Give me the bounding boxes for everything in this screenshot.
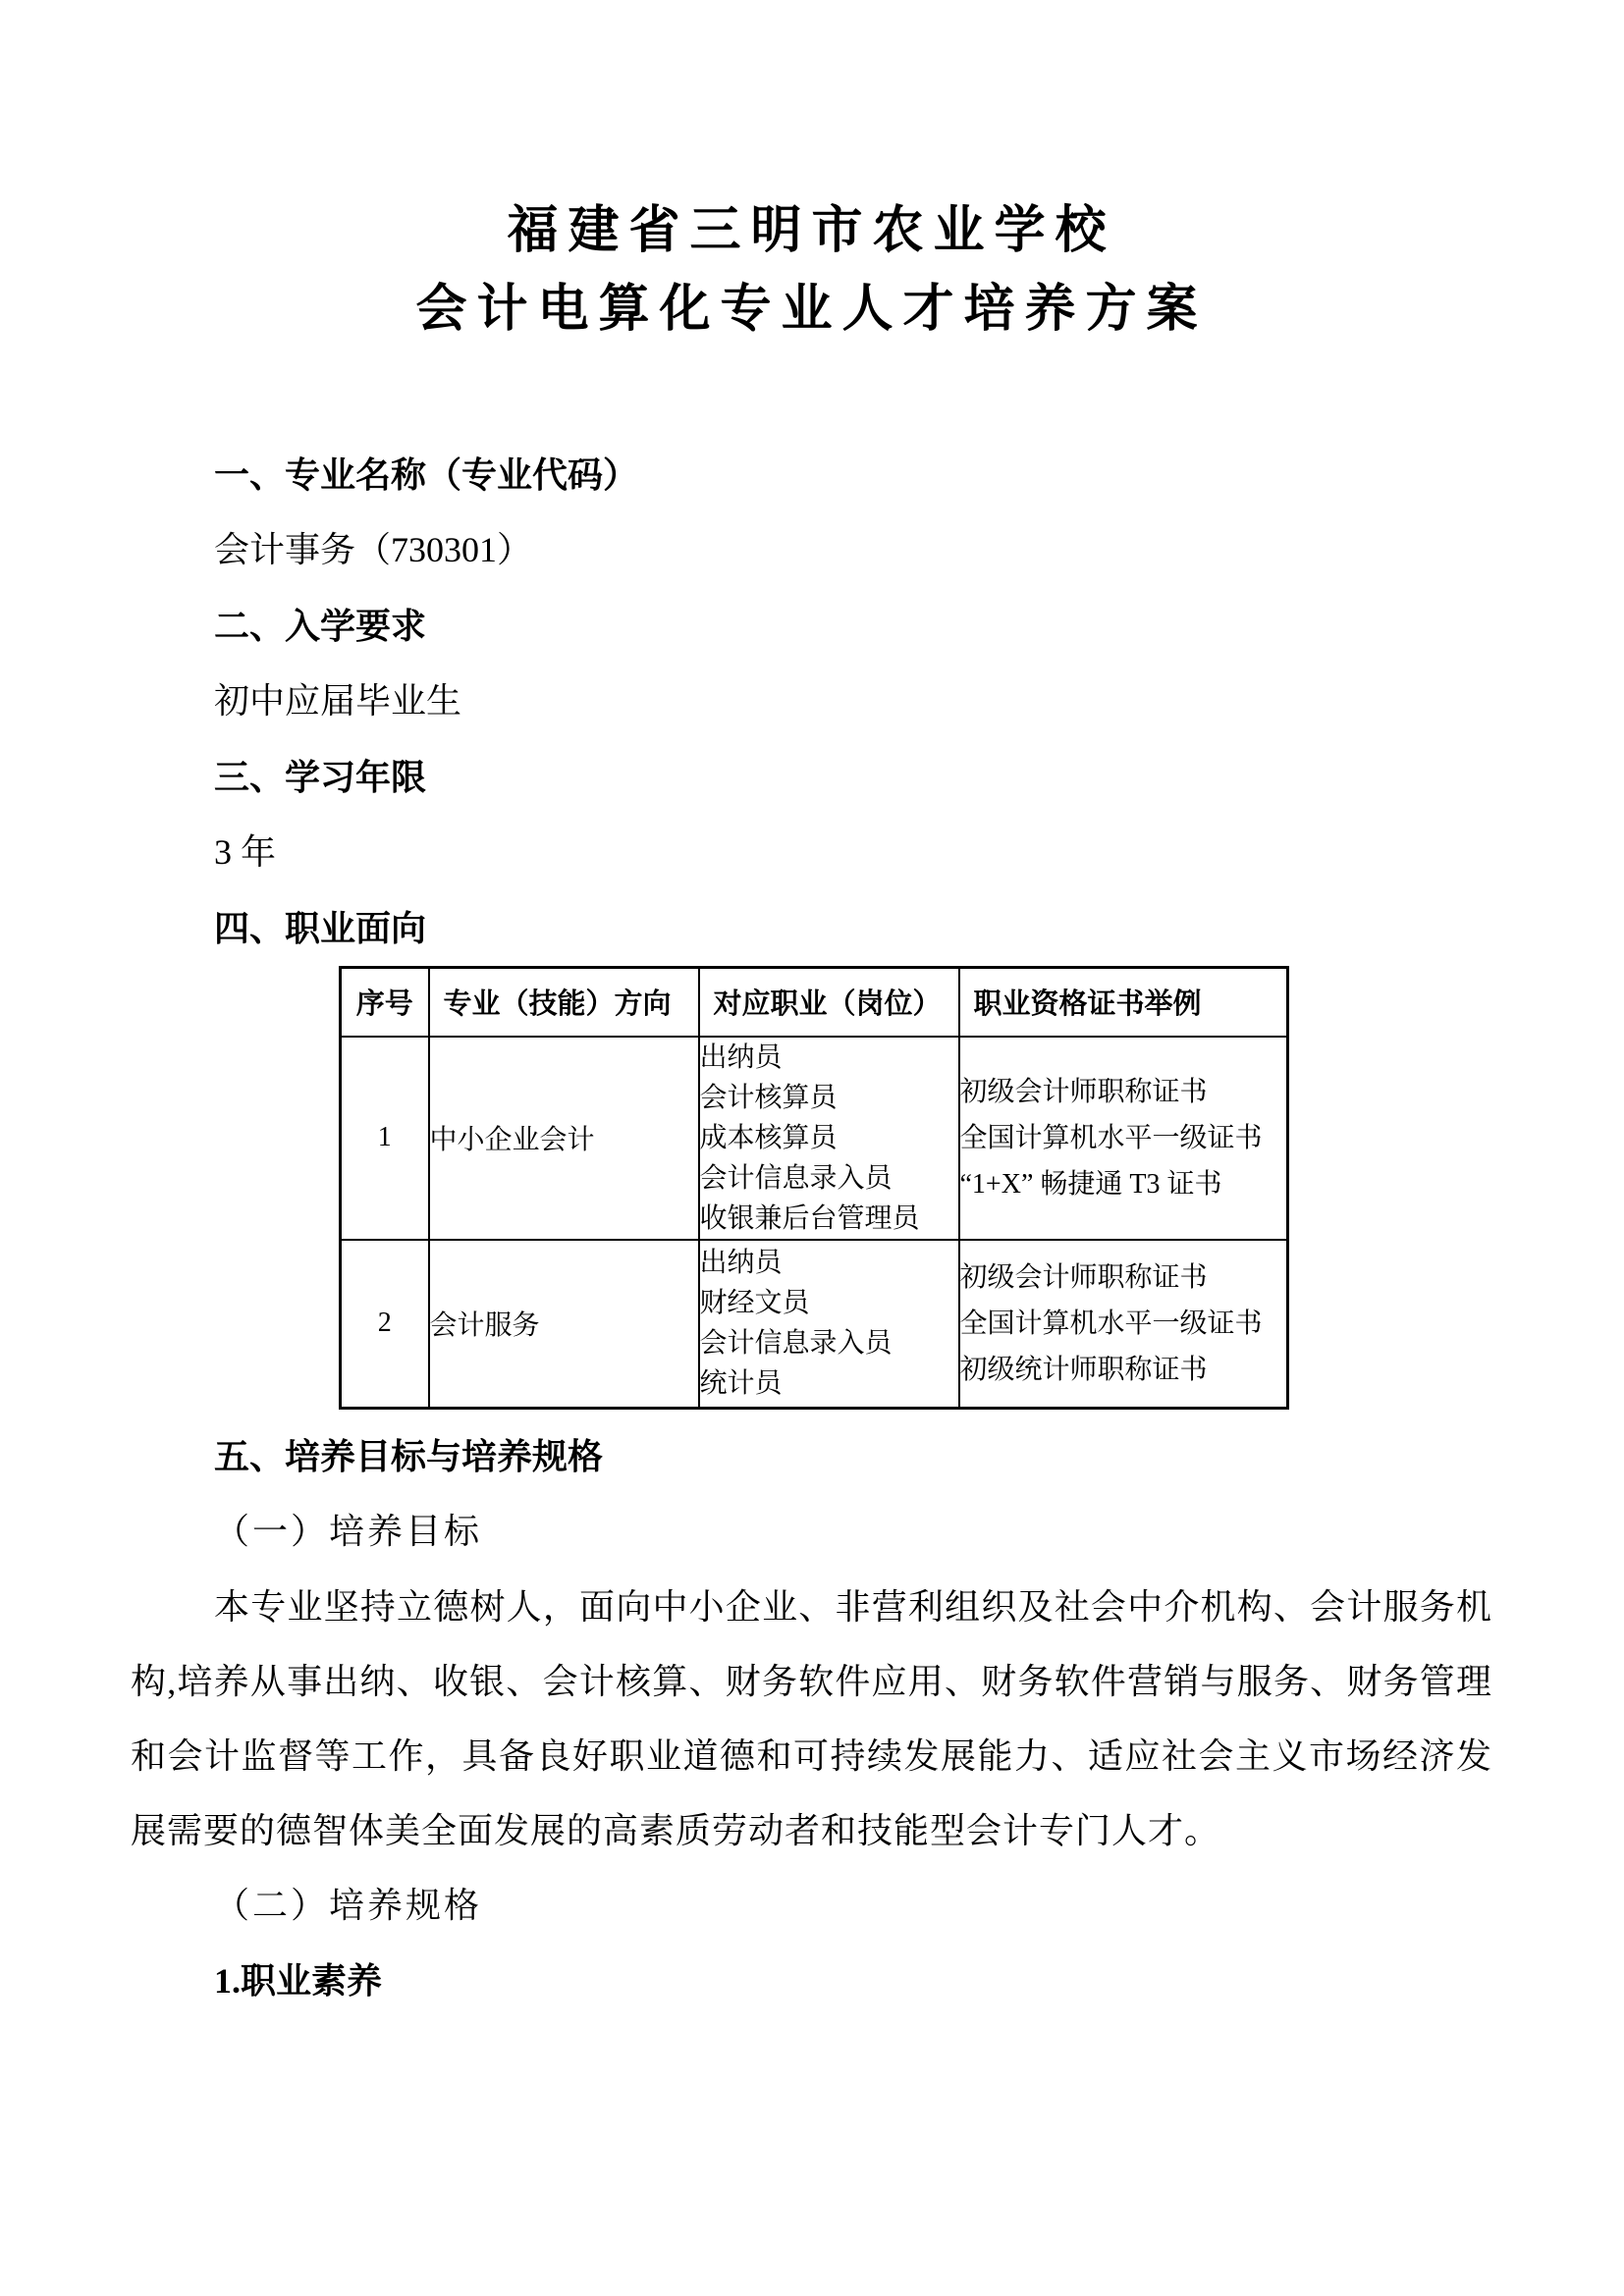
section-3-heading: 三、学习年限 [214,757,427,797]
row1-no: 1 [341,1037,429,1240]
cert-item: 全国计算机水平一级证书 [959,1122,1263,1153]
job-item: 统计员 [699,1368,783,1400]
section-5-heading: 五、培养目标与培养规格 [214,1436,604,1476]
cert-item: 全国计算机水平一级证书 [959,1308,1263,1339]
title-line-1: 福建省三明市农业学校 [507,203,1116,259]
section-5-sub1: （一）培养目标 [214,1512,483,1551]
document-body [131,437,1492,2019]
table-header-row [341,968,1288,1037]
row2-direction: 会计服务 [429,1240,699,1409]
cert-item: 初级会计师职称证书 [959,1261,1208,1293]
job-item: 成本核算员 [699,1122,838,1153]
document-title [131,0,1492,349]
row1-direction: 中小企业会计 [429,1037,699,1240]
section-3-body: 3 年 [214,832,277,872]
training-objective-paragraph: 本专业坚持立德树人，面向中小企业、非营利组织及社会中介机构、会计服务机构,培养从事出纳、收银、会计核算、财务软件应用、财务软件营销与服务、财务管理和会计监督等工作，具备良好职业道德和可持续发展能力、适应社会主义市场经济发展需要的德智体美全面发展的高素质劳动者和技能型会计专门人才。 [131,1587,1492,1850]
table-row [341,1240,1288,1409]
row1-certs [959,1037,1288,1240]
cert-item: “1+X” 畅捷通 T3 证书 [959,1168,1222,1200]
table-row [341,1037,1288,1240]
col-header-direction: 专业（技能）方向 [429,968,699,1037]
col-header-jobs: 对应职业（岗位） [699,968,959,1037]
job-item: 收银兼后台管理员 [699,1202,920,1234]
job-item: 会计核算员 [699,1082,838,1113]
job-item: 出纳员 [699,1248,783,1279]
col-header-certs: 职业资格证书举例 [959,968,1288,1037]
cert-item: 初级会计师职称证书 [959,1076,1208,1107]
section-4-heading: 四、职业面向 [214,908,427,948]
section-1-body: 会计事务（730301） [214,530,533,569]
row2-jobs [699,1240,959,1409]
job-item: 财经文员 [699,1288,810,1319]
row2-certs [959,1240,1288,1409]
row2-no: 2 [341,1240,429,1409]
job-item: 出纳员 [699,1041,783,1073]
col-header-no: 序号 [341,968,429,1037]
section-2-body: 初中应届毕业生 [214,681,462,721]
cert-item: 初级统计师职称证书 [959,1354,1208,1385]
section-2-heading: 二、入学要求 [214,606,427,646]
job-item: 会计信息录入员 [699,1328,893,1360]
section-5-sub2: （二）培养规格 [214,1886,483,1925]
section-1-heading: 一、专业名称（专业代码） [214,454,639,495]
job-item: 会计信息录入员 [699,1162,893,1194]
career-orientation-table [339,966,1289,1410]
title-line-2: 会计电算化专业人才培养方案 [415,282,1208,338]
row1-jobs [699,1037,959,1240]
section-5-item1: 1.职业素养 [214,1961,383,2001]
